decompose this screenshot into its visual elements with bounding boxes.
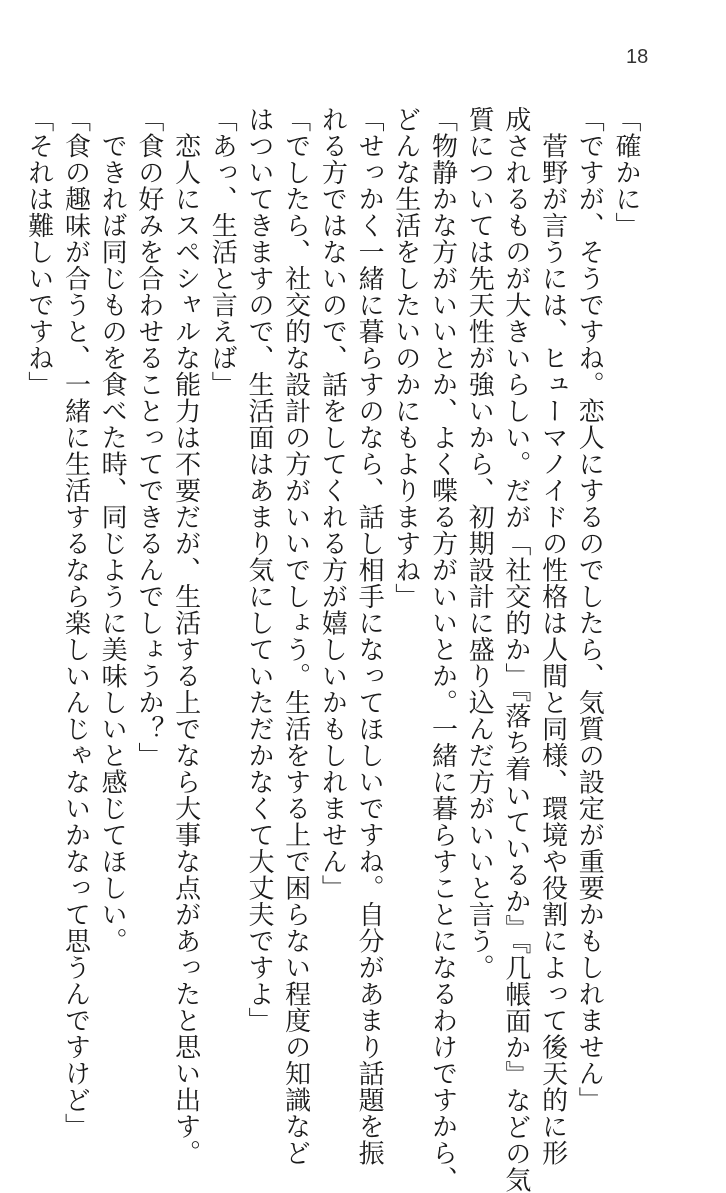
text-line: できれば同じものを食べた時、同じように美味しいと感じてほしい。 — [97, 106, 128, 954]
text-line: どんな生活をしたいのかにもよりますね」 — [390, 106, 421, 610]
text-line: 「確かに」 — [611, 106, 641, 239]
text-line: 「食の趣味が合うと、一緒に生活するなら楽しいんじゃないかなって思うんですけど」 — [60, 106, 91, 1140]
text-line: 恋人にスペシャルな能力は不要だが、生活する上でなら大事な点があったと思い出す。 — [170, 106, 201, 1166]
text-line: 「あっ、生活と言えば」 — [207, 106, 238, 398]
text-line: 菅野が言うには、ヒューマノイドの性格は人間と同様、環境や役割によって後天的に形 — [537, 106, 568, 1166]
text-line: はついてきますので、生活面はあまり気にしていただかなくて大丈夫ですよ」 — [243, 106, 274, 1034]
text-line: れる方ではないので、話をしてくれる方が嬉しいかもしれません」 — [317, 106, 348, 901]
text-line: 成されるものが大きいらしい。だが「社交的か」『落ち着いているか』『几帳面か』などの気 — [500, 106, 531, 1193]
text-line: 「せっかく一緒に暮らすのなら、話し相手になってほしいですね。自分があまり話題を振 — [354, 106, 385, 1166]
text-line: 「それは難しいですね」 — [23, 106, 54, 398]
body-text — [20, 106, 644, 1193]
page-number: 18 — [626, 46, 649, 68]
text-line: 「食の好みを合わせることってできるんでしょうか？」 — [133, 106, 164, 769]
text-line: 「でしたら、社交的な設計の方がいいでしょう。生活をする上で困らない程度の知識など — [280, 106, 311, 1166]
text-line: 質については先天性が強いから、初期設計に盛り込んだ方がいいと言う。 — [464, 106, 495, 981]
text-line: 「ですが、そうですね。恋人にするのでしたら、気質の設定が重要かもしれません」 — [574, 106, 605, 1113]
text-line: 「物静かな方がいいとか、よく喋る方がいいとか。一緒に暮らすことになるわけですから、 — [427, 106, 458, 1193]
